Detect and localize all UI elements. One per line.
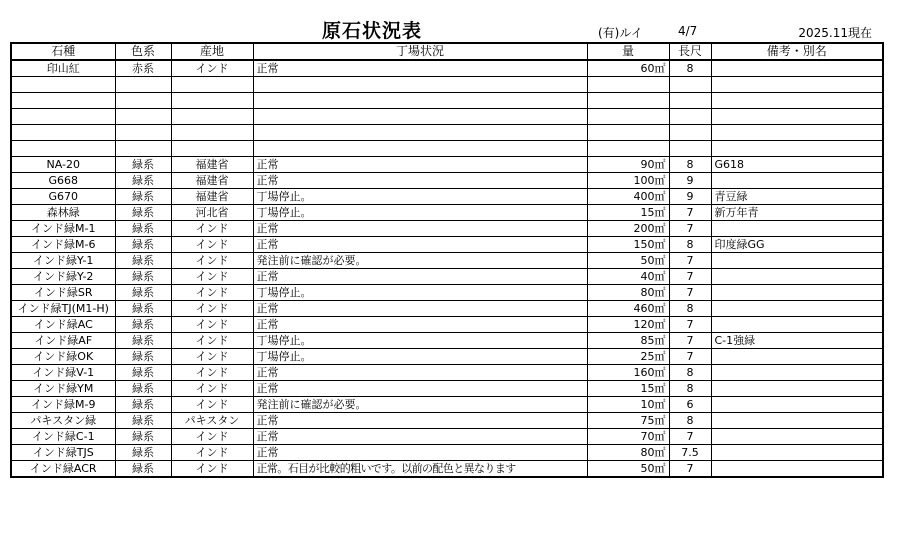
cell-quantity: 80㎡ — [587, 445, 669, 461]
cell-stone: NA-20 — [11, 157, 115, 173]
cell-quantity — [587, 109, 669, 125]
cell-status: 丁場停止。 — [253, 189, 587, 205]
cell-origin: インド — [171, 429, 253, 445]
cell-stone: インド緑ACR — [11, 461, 115, 478]
cell-origin: インド — [171, 445, 253, 461]
cell-color: 緑系 — [115, 285, 171, 301]
cell-origin: インド — [171, 461, 253, 478]
cell-color: 緑系 — [115, 429, 171, 445]
cell-color: 緑系 — [115, 349, 171, 365]
cell-length — [669, 125, 711, 141]
table-row — [11, 317, 883, 333]
cell-quantity: 50㎡ — [587, 461, 669, 478]
cell-color: 緑系 — [115, 157, 171, 173]
table-row — [11, 269, 883, 285]
cell-note — [711, 461, 883, 478]
table-row — [11, 429, 883, 445]
cell-color: 赤系 — [115, 60, 171, 77]
cell-quantity: 150㎡ — [587, 237, 669, 253]
cell-status: 正常 — [253, 157, 587, 173]
cell-color: 緑系 — [115, 397, 171, 413]
table-row — [11, 141, 883, 157]
table-row — [11, 285, 883, 301]
cell-color: 緑系 — [115, 365, 171, 381]
cell-origin: パキスタン — [171, 413, 253, 429]
cell-note — [711, 301, 883, 317]
cell-length: 8 — [669, 157, 711, 173]
cell-stone: パキスタン緑 — [11, 413, 115, 429]
cell-length: 8 — [669, 301, 711, 317]
cell-quantity: 90㎡ — [587, 157, 669, 173]
cell-note — [711, 397, 883, 413]
table-row — [11, 189, 883, 205]
cell-quantity: 60㎡ — [587, 60, 669, 77]
cell-color: 緑系 — [115, 317, 171, 333]
cell-color: 緑系 — [115, 413, 171, 429]
cell-quantity: 160㎡ — [587, 365, 669, 381]
company-name: (有)ルイ — [598, 26, 643, 40]
cell-status: 丁場停止。 — [253, 333, 587, 349]
cell-origin: インド — [171, 349, 253, 365]
cell-quantity: 15㎡ — [587, 381, 669, 397]
page-number: 4/7 — [678, 24, 698, 38]
cell-length: 7 — [669, 253, 711, 269]
table-row — [11, 461, 883, 478]
cell-origin — [171, 125, 253, 141]
cell-origin: インド — [171, 237, 253, 253]
cell-color — [115, 77, 171, 93]
cell-length: 7 — [669, 269, 711, 285]
cell-origin: インド — [171, 253, 253, 269]
cell-origin: インド — [171, 333, 253, 349]
cell-note — [711, 269, 883, 285]
table-row — [11, 109, 883, 125]
cell-origin: インド — [171, 60, 253, 77]
table-row — [11, 125, 883, 141]
cell-status: 正常 — [253, 221, 587, 237]
cell-origin: 福建省 — [171, 173, 253, 189]
cell-status — [253, 141, 587, 157]
cell-status: 正常。石目が比較的粗いです。以前の配色と異なります — [253, 461, 587, 478]
cell-length — [669, 141, 711, 157]
cell-note — [711, 413, 883, 429]
cell-status: 正常 — [253, 381, 587, 397]
cell-origin: 福建省 — [171, 189, 253, 205]
table-row — [11, 397, 883, 413]
cell-origin — [171, 77, 253, 93]
cell-origin — [171, 141, 253, 157]
cell-stone: G670 — [11, 189, 115, 205]
cell-stone: インド緑M-9 — [11, 397, 115, 413]
cell-color: 緑系 — [115, 221, 171, 237]
cell-stone — [11, 125, 115, 141]
cell-stone: インド緑Y-2 — [11, 269, 115, 285]
table-row — [11, 77, 883, 93]
table-row — [11, 93, 883, 109]
cell-length: 7 — [669, 317, 711, 333]
table-row — [11, 381, 883, 397]
table-row — [11, 205, 883, 221]
cell-length: 7.5 — [669, 445, 711, 461]
cell-quantity: 100㎡ — [587, 173, 669, 189]
cell-status: 正常 — [253, 173, 587, 189]
cell-origin: インド — [171, 285, 253, 301]
cell-status: 正常 — [253, 317, 587, 333]
cell-quantity: 70㎡ — [587, 429, 669, 445]
cell-note — [711, 125, 883, 141]
cell-quantity — [587, 125, 669, 141]
cell-origin: インド — [171, 365, 253, 381]
cell-status: 正常 — [253, 301, 587, 317]
cell-length: 9 — [669, 189, 711, 205]
cell-color: 緑系 — [115, 333, 171, 349]
table-row — [11, 237, 883, 253]
col-header-quantity: 量 — [587, 43, 669, 60]
cell-note — [711, 365, 883, 381]
cell-stone: インド緑AF — [11, 333, 115, 349]
cell-length: 7 — [669, 349, 711, 365]
col-header-color: 色系 — [115, 43, 171, 60]
cell-length — [669, 109, 711, 125]
cell-color: 緑系 — [115, 461, 171, 478]
cell-status: 正常 — [253, 413, 587, 429]
cell-note: C-1強緑 — [711, 333, 883, 349]
cell-stone: G668 — [11, 173, 115, 189]
cell-stone: インド緑V-1 — [11, 365, 115, 381]
cell-origin: インド — [171, 381, 253, 397]
cell-status — [253, 125, 587, 141]
col-header-length: 長尺 — [669, 43, 711, 60]
cell-quantity: 85㎡ — [587, 333, 669, 349]
table-row — [11, 301, 883, 317]
cell-stone — [11, 109, 115, 125]
cell-length: 9 — [669, 173, 711, 189]
cell-quantity: 40㎡ — [587, 269, 669, 285]
table-row — [11, 253, 883, 269]
cell-note — [711, 93, 883, 109]
cell-quantity — [587, 141, 669, 157]
cell-status: 丁場停止。 — [253, 285, 587, 301]
cell-quantity: 120㎡ — [587, 317, 669, 333]
cell-note: G618 — [711, 157, 883, 173]
cell-note — [711, 60, 883, 77]
cell-quantity — [587, 93, 669, 109]
cell-color — [115, 93, 171, 109]
as-of-date: 2025.11現在 — [798, 26, 872, 40]
table-row — [11, 445, 883, 461]
cell-status: 正常 — [253, 445, 587, 461]
cell-stone: インド緑TJS — [11, 445, 115, 461]
cell-note: 青豆緑 — [711, 189, 883, 205]
table-row — [11, 60, 883, 77]
cell-length: 7 — [669, 221, 711, 237]
cell-color: 緑系 — [115, 205, 171, 221]
cell-stone — [11, 77, 115, 93]
cell-length: 8 — [669, 365, 711, 381]
cell-color: 緑系 — [115, 253, 171, 269]
cell-status: 正常 — [253, 429, 587, 445]
cell-status — [253, 93, 587, 109]
cell-note: 印度緑GG — [711, 237, 883, 253]
cell-stone: インド緑M-6 — [11, 237, 115, 253]
cell-quantity: 80㎡ — [587, 285, 669, 301]
cell-color: 緑系 — [115, 381, 171, 397]
cell-status: 発注前に確認が必要。 — [253, 397, 587, 413]
cell-length: 8 — [669, 60, 711, 77]
cell-length: 8 — [669, 381, 711, 397]
cell-stone: インド緑SR — [11, 285, 115, 301]
cell-note — [711, 77, 883, 93]
cell-status: 正常 — [253, 60, 587, 77]
table-row — [11, 333, 883, 349]
cell-length — [669, 93, 711, 109]
cell-note — [711, 221, 883, 237]
col-header-quarry-status: 丁場状況 — [253, 43, 587, 60]
cell-status — [253, 109, 587, 125]
cell-length: 8 — [669, 413, 711, 429]
cell-color: 緑系 — [115, 445, 171, 461]
cell-color — [115, 125, 171, 141]
cell-quantity: 200㎡ — [587, 221, 669, 237]
cell-length: 6 — [669, 397, 711, 413]
cell-note — [711, 317, 883, 333]
cell-quantity: 400㎡ — [587, 189, 669, 205]
table-row — [11, 365, 883, 381]
cell-stone: インド緑M-1 — [11, 221, 115, 237]
cell-stone: インド緑TJ(M1-H) — [11, 301, 115, 317]
table-row — [11, 157, 883, 173]
cell-color: 緑系 — [115, 173, 171, 189]
page-title: 原石状況表 — [322, 20, 423, 42]
cell-note: 新万年青 — [711, 205, 883, 221]
cell-length — [669, 77, 711, 93]
cell-length: 7 — [669, 333, 711, 349]
cell-note — [711, 445, 883, 461]
cell-note — [711, 381, 883, 397]
table-header-row — [11, 43, 883, 60]
table-row — [11, 173, 883, 189]
cell-origin: インド — [171, 221, 253, 237]
cell-origin — [171, 93, 253, 109]
cell-note — [711, 109, 883, 125]
cell-stone: 森林緑 — [11, 205, 115, 221]
stone-status-table — [10, 42, 884, 478]
cell-origin: インド — [171, 269, 253, 285]
cell-quantity: 460㎡ — [587, 301, 669, 317]
cell-note — [711, 253, 883, 269]
col-header-origin: 産地 — [171, 43, 253, 60]
table-row — [11, 221, 883, 237]
cell-color — [115, 141, 171, 157]
cell-stone: インド緑YM — [11, 381, 115, 397]
cell-stone: インド緑AC — [11, 317, 115, 333]
cell-origin — [171, 109, 253, 125]
cell-stone: インド緑OK — [11, 349, 115, 365]
cell-origin: インド — [171, 317, 253, 333]
cell-origin: 河北省 — [171, 205, 253, 221]
cell-stone — [11, 93, 115, 109]
cell-color — [115, 109, 171, 125]
col-header-notes: 備考・別名 — [711, 43, 883, 60]
cell-status: 発注前に確認が必要。 — [253, 253, 587, 269]
cell-stone: 印山紅 — [11, 60, 115, 77]
cell-origin: 福建省 — [171, 157, 253, 173]
cell-quantity: 15㎡ — [587, 205, 669, 221]
table-row — [11, 413, 883, 429]
cell-stone: インド緑C-1 — [11, 429, 115, 445]
cell-color: 緑系 — [115, 237, 171, 253]
cell-length: 8 — [669, 237, 711, 253]
cell-note — [711, 285, 883, 301]
cell-color: 緑系 — [115, 301, 171, 317]
cell-length: 7 — [669, 285, 711, 301]
cell-quantity: 75㎡ — [587, 413, 669, 429]
cell-quantity: 50㎡ — [587, 253, 669, 269]
cell-note — [711, 429, 883, 445]
col-header-stone: 石種 — [11, 43, 115, 60]
cell-status: 正常 — [253, 269, 587, 285]
cell-quantity: 25㎡ — [587, 349, 669, 365]
cell-status — [253, 77, 587, 93]
cell-stone: インド緑Y-1 — [11, 253, 115, 269]
cell-length: 7 — [669, 205, 711, 221]
cell-note — [711, 141, 883, 157]
cell-color: 緑系 — [115, 189, 171, 205]
cell-length: 7 — [669, 461, 711, 478]
table-row — [11, 349, 883, 365]
cell-note — [711, 173, 883, 189]
cell-stone — [11, 141, 115, 157]
cell-length: 7 — [669, 429, 711, 445]
cell-origin: インド — [171, 397, 253, 413]
cell-status: 丁場停止。 — [253, 205, 587, 221]
cell-status: 正常 — [253, 237, 587, 253]
cell-status: 正常 — [253, 365, 587, 381]
cell-quantity: 10㎡ — [587, 397, 669, 413]
cell-color: 緑系 — [115, 269, 171, 285]
cell-status: 丁場停止。 — [253, 349, 587, 365]
cell-origin: インド — [171, 301, 253, 317]
cell-note — [711, 349, 883, 365]
cell-quantity — [587, 77, 669, 93]
